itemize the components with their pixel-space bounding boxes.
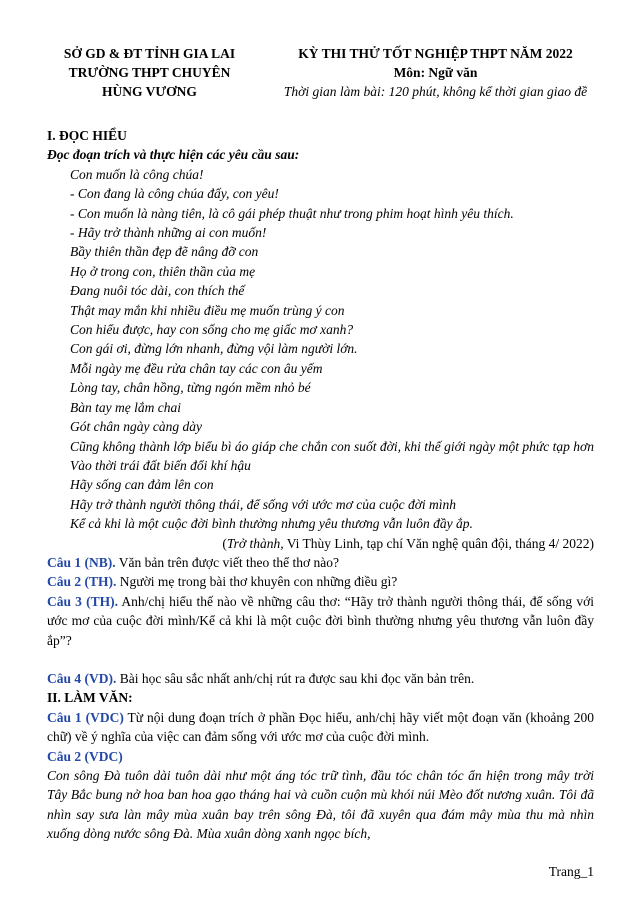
exam-info	[258, 44, 613, 101]
poem-line: Con hiểu được, hay con sống cho mẹ giấc mơ xanh?	[70, 322, 354, 338]
question-4	[47, 669, 594, 688]
writing-question-2-label: Câu 2 (VDC)	[47, 748, 123, 764]
poem-line: Họ ở trong con, thiên thần của mẹ	[70, 263, 256, 279]
poem-line: Kể cả khi là một cuộc đời bình thường nhưng yêu thương vẫn luôn đầy ắp.	[70, 516, 473, 532]
question-3	[47, 592, 594, 650]
department-name: SỞ GD & ĐT TỈNH GIA LAI	[63, 46, 236, 61]
poem-line: Gót chân ngày càng dày	[70, 419, 202, 435]
poem-line: - Con muốn là nàng tiên, là cô gái phép thuật như trong phim hoạt hình yêu thích.	[70, 205, 514, 221]
poem-line: Thật may mắn khi nhiều điều mẹ muốn trùng ý con	[70, 302, 345, 318]
question-text: Anh/chị hiểu thế nào về những câu thơ: “Hãy trở thành người thông thái, để sống với ước mơ của cuộc đời mình/Kể cả khi là một cuộc đời bình thường nhưng yêu thương vẫn luôn đầy ắp”?	[47, 593, 594, 648]
poem-line: Bàn tay mẹ lắm chai	[70, 399, 181, 415]
question-2	[47, 572, 594, 591]
section-writing-title: II. LÀM VĂN:	[47, 690, 133, 706]
poem-line: Bầy thiên thần đẹp đẽ nâng đỡ con	[70, 244, 259, 260]
poem-line: - Hãy trở thành những ai con muốn!	[70, 225, 267, 241]
question-1	[47, 553, 594, 572]
exam-subject: Môn: Ngữ văn	[393, 65, 478, 80]
question-label: Câu 4 (VD).	[47, 670, 117, 686]
poem-line: Con gái ơi, đừng lớn nhanh, đừng vội làm người lớn.	[70, 341, 358, 357]
exam-time: Thời gian làm bài: 120 phút, không kể thời gian giao đề	[283, 84, 588, 99]
poem-line: - Con đang là công chúa đấy, con yêu!	[70, 186, 279, 202]
poem-citation: (Trở thành, Vi Thùy Linh, tạp chí Văn nghệ quân đội, tháng 4/ 2022)	[222, 535, 594, 551]
question-text: Người mẹ trong bài thơ khuyên con những điều gì?	[116, 574, 398, 590]
question-label: Câu 3 (TH).	[47, 593, 118, 609]
exam-body	[47, 126, 594, 844]
section-reading-title: I. ĐỌC HIỂU	[47, 128, 127, 143]
question-text: Từ nội dung đoạn trích ở phần Đọc hiểu, anh/chị hãy viết một đoạn văn (khoảng 200 chữ) về ý nghĩa của việc can đảm sống với ước mơ của cuộc đời mình.	[47, 709, 595, 745]
question-label: Câu 1 (VDC)	[47, 709, 124, 725]
poem-line: Con muốn là công chúa!	[70, 166, 204, 182]
poem-line: Đang nuôi tóc dài, con thích thế	[70, 283, 245, 299]
reading-instruction: Đọc đoạn trích và thực hiện các yêu cầu sau:	[47, 147, 300, 163]
question-text: Văn bản trên được viết theo thể thơ nào?	[115, 554, 340, 570]
poem-excerpt	[47, 165, 594, 534]
school-name-line2: HÙNG VƯƠNG	[102, 84, 197, 99]
writing-question-1	[47, 708, 594, 747]
question-text: Bài học sâu sắc nhất anh/chị rút ra được sau khi đọc văn bản trên.	[116, 670, 475, 686]
exam-title: KỲ THI THỬ TỐT NGHIỆP THPT NĂM 2022	[298, 46, 573, 61]
poem-line: Mỗi ngày mẹ đều rửa chân tay các con âu yếm	[70, 360, 323, 376]
spacer	[47, 650, 594, 669]
school-info	[22, 44, 277, 101]
writing-question-2-text: Con sông Đà tuôn dài tuôn dài như một áng tóc trữ tình, đầu tóc chân tóc ẩn hiện trong mây trời Tây Bắc bung nở hoa ban hoa gạo tháng hai và cuồn cuộn mù khói núi Mèo đốt nương xuân. Tôi đã nhìn say sưa làn mây mùa xuân bay trên sông Đà, tôi đã xuyên qua đám mây mùa thu mà nhìn xuống dòng nước sông Đà. Mùa xuân dòng xanh ngọc bích,	[47, 768, 594, 842]
school-name-line1: TRƯỜNG THPT CHUYÊN	[68, 65, 231, 80]
citation-source: Vi Thùy Linh, tạp chí Văn nghệ quân đội, tháng 4/ 2022)	[283, 535, 594, 551]
citation-title: Trở thành,	[226, 535, 284, 551]
poem-line: Hãy trở thành người thông thái, để sống với ước mơ của cuộc đời mình	[70, 496, 457, 512]
poem-line: Lòng tay, chân hồng, từng ngón mềm nhỏ bé	[70, 380, 311, 396]
page-number: Trang_1	[548, 864, 594, 879]
question-label: Câu 1 (NB).	[47, 554, 116, 570]
question-label: Câu 2 (TH).	[47, 574, 117, 590]
poem-line-long: Cũng không thành lớp biểu bì áo giáp che chắn con suốt đời, khi thế giới ngày một phức tạp hơn Vào thời trái đất biến đổi khí hậu	[70, 438, 594, 473]
poem-line: Hãy sống can đảm lên con	[70, 477, 214, 493]
